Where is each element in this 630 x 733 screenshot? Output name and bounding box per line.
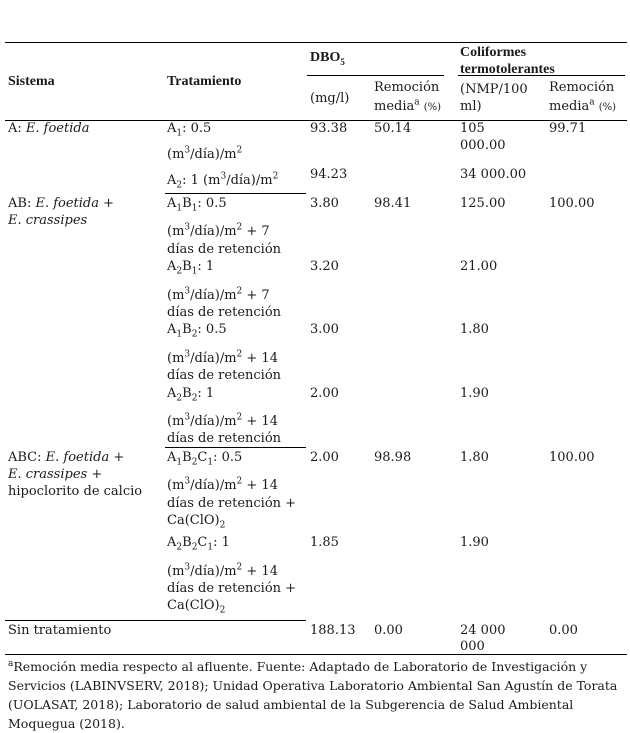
header-sistema: Sistema — [8, 74, 55, 89]
system-ab-line1: AB: E. foetida + — [8, 196, 115, 211]
rem-dbo-abc: 98.98 — [374, 450, 412, 465]
dbo-a2b2: 2.00 — [310, 386, 339, 401]
treat-a2b2c1-line1: $A_2B_2C_1$: 1 — [167, 535, 230, 553]
system-ab-line2: E. crassipes — [8, 213, 88, 228]
coli-a1b2c1: 1.80 — [460, 450, 489, 465]
header-remocion-coli-2: media$^a$ (%) — [549, 97, 617, 114]
coli-a2: 34 000.00 — [460, 167, 527, 182]
treat-a2b1-line1: $A_2B_1$: 1 — [167, 259, 215, 277]
table-bottom-rule — [5, 654, 627, 655]
treat-a1b2-line3: días de retención — [167, 368, 282, 383]
coli-a2b1: 21.00 — [460, 259, 498, 274]
system-sin: Sin tratamiento — [8, 623, 112, 638]
coli-a1-line2: 000.00 — [460, 138, 506, 153]
rem-dbo-sin: 0.00 — [374, 623, 403, 638]
dbo-a2b1: 3.20 — [310, 259, 339, 274]
header-remocion-dbo-1: Remoción — [374, 80, 440, 95]
dbo-a1b1: 3.80 — [310, 196, 339, 211]
system-a: A: E. foetida — [8, 121, 90, 136]
header-dbo: $DBO_5$ — [310, 50, 345, 67]
treat-a1b1-line3: días de retención — [167, 242, 282, 257]
system-abc-line2: E. crassipes + — [8, 467, 103, 482]
treat-a1b1-line1: $A_1B_1$: 0.5 — [167, 196, 227, 214]
coli-sin-line1: 24 000 — [460, 623, 506, 638]
rem-dbo-a: 50.14 — [374, 121, 412, 136]
treat-a1b1-line2: $(m^3/día)/m^2 + 7$ — [167, 222, 270, 239]
treat-a2b2-line2: $(m^3/día)/m^2 + 14$ — [167, 412, 278, 429]
treat-a1b2-line1: $A_1B_2$: 0.5 — [167, 322, 227, 340]
header-dbo-unit: (mg/l) — [310, 91, 350, 106]
treat-a2b2c1-line4: $Ca(ClO)_2$ — [167, 598, 226, 616]
rule-a-end — [165, 193, 306, 194]
treat-a1-line1: $A_1$: 0.5 — [167, 121, 212, 139]
system-abc-line1: ABC: E. foetida + — [8, 450, 125, 465]
treat-a2b2-line3: días de retención — [167, 431, 282, 446]
coli-a2b2c1: 1.90 — [460, 535, 489, 550]
treat-a2-line1: $A_2$: 1 $(m^3/día)/m^2$ — [167, 171, 279, 191]
header-nmp-1: (NMP/100 — [460, 82, 528, 97]
header-nmp-2: ml) — [460, 99, 482, 114]
table-footnote: $^a$Remoción media respecto al afluente. Fuente: Adaptado de Laboratorio de Investigación y Servicios (LABINVSERV, 2018); Unidad Operativa Laboratorio Ambiental San Agustín de Torata (UOLASAT, 2018); Laboratorio de salud ambiental de la Subgerencia de Salud Ambiental Moquegua (2018). — [8, 658, 618, 731]
dbo-a1b2c1: 2.00 — [310, 450, 339, 465]
header-remocion-coli-1: Remoción — [549, 80, 615, 95]
treat-a2b2c1-line3: días de retención + — [167, 581, 297, 596]
treat-a1-line2: $(m^3/día)/m^2$ — [167, 145, 243, 162]
dbo-sin: 188.13 — [310, 623, 356, 638]
dbo-a1b2: 3.00 — [310, 322, 339, 337]
coli-a1b2: 1.80 — [460, 322, 489, 337]
header-tratamiento: Tratamiento — [167, 74, 242, 89]
coli-a1b1: 125.00 — [460, 196, 506, 211]
rem-dbo-ab: 98.41 — [374, 196, 412, 211]
treat-a1b2c1-line2: $(m^3/día)/m^2 + 14$ — [167, 476, 278, 493]
top-rule — [5, 42, 627, 43]
dbo-a1: 93.38 — [310, 121, 348, 136]
coli-sin-line2: 000 — [460, 639, 485, 654]
treat-a2b1-line2: $(m^3/día)/m^2 + 7$ — [167, 286, 270, 303]
header-remocion-dbo-2: media$^a$ (%) — [374, 97, 442, 114]
rule-ab-end — [165, 447, 306, 448]
rem-coli-sin: 0.00 — [549, 623, 578, 638]
header-termotolerantes: termotolerantes — [460, 62, 555, 77]
rule-sin — [5, 620, 306, 621]
rem-coli-ab: 100.00 — [549, 196, 595, 211]
treat-a1b2c1-line3: días de retención + — [167, 496, 297, 511]
system-abc-line3: hipoclorito de calcio — [8, 484, 143, 499]
header-coliformes: Coliformes — [460, 45, 527, 60]
treat-a2b2c1-line2: $(m^3/día)/m^2 + 14$ — [167, 562, 278, 579]
rem-coli-abc: 100.00 — [549, 450, 595, 465]
dbo-a2b2c1: 1.85 — [310, 535, 339, 550]
treat-a2b1-line3: días de retención — [167, 305, 282, 320]
treat-a1b2-line2: $(m^3/día)/m^2 + 14$ — [167, 349, 278, 366]
dbo-a2: 94.23 — [310, 167, 348, 182]
treat-a1b2c1-line4: $Ca(ClO)_2$ — [167, 513, 226, 531]
treat-a2b2-line1: $A_2B_2$: 1 — [167, 386, 215, 404]
treat-a1b2c1-line1: $A_1B_2C_1$: 0.5 — [167, 450, 243, 468]
coli-a1-line1: 105 — [460, 121, 485, 136]
rem-coli-a: 99.71 — [549, 121, 587, 136]
dbo-under-rule — [307, 75, 444, 76]
coli-a2b2: 1.90 — [460, 386, 489, 401]
